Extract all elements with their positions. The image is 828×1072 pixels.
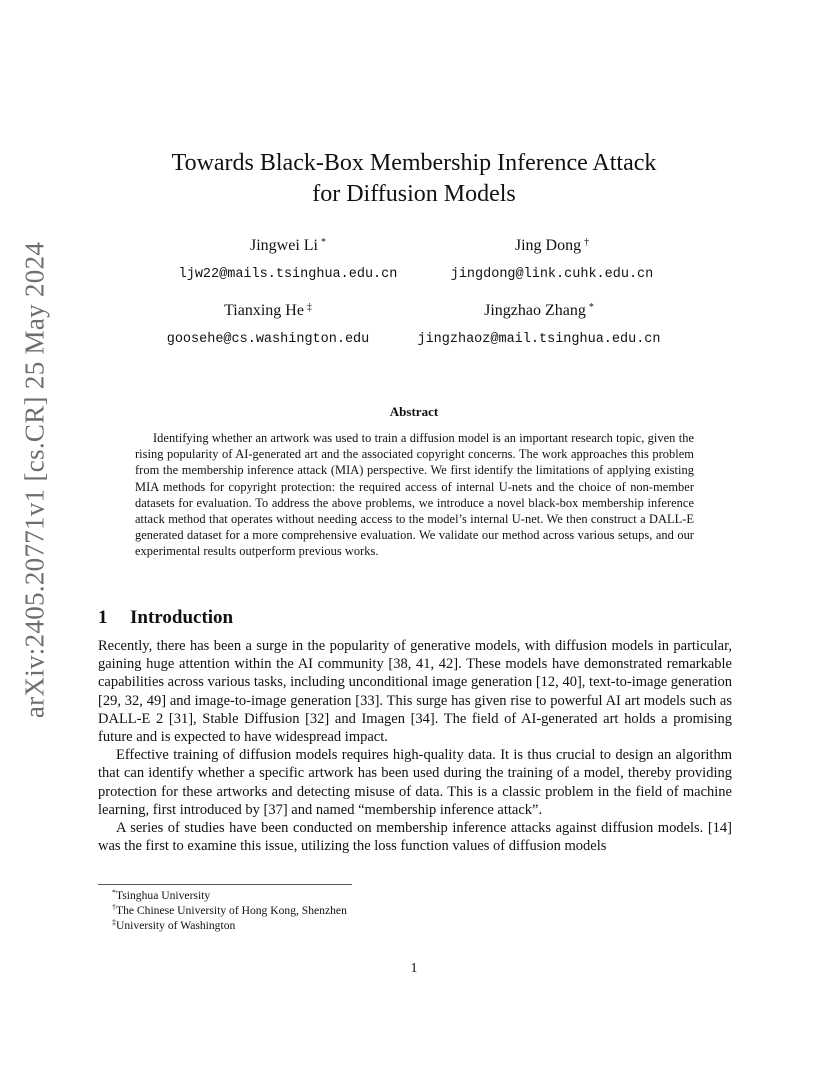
author-name: Jingzhao Zhang [484, 302, 586, 319]
section-heading [98, 607, 233, 629]
footnote [112, 888, 347, 903]
footnote-text: University of Washington [116, 919, 236, 932]
author-block [138, 236, 438, 284]
title-line-1: Towards Black-Box Membership Inference Attack [171, 150, 657, 176]
footnote-mark: † [112, 903, 116, 912]
affiliation-mark: * [321, 237, 326, 248]
page-number: 1 [410, 961, 418, 976]
footnote-text: Tsinghua University [116, 889, 211, 902]
author-name: Jing Dong [514, 237, 582, 254]
author-name-line [389, 301, 689, 321]
body-paragraph: Effective training of diffusion models requires high-quality data. It is thus crucial to design an algorithm that can identify whether a specific artwork has been used during the training of a model, thereby providing protection for these artworks and detecting misuse of data. This is a classic problem in the field of machine learning, first introduced by [37] and named “membership inference attack”. [98, 747, 732, 818]
body-paragraph: A series of studies have been conducted on membership inference attacks against diffusion models. [14] was the first to examine this issue, utilizing the loss function values of diffusion models [98, 820, 732, 855]
author-email: jingzhaoz@mail.tsinghua.edu.cn [417, 332, 661, 347]
author-email: ljw22@mails.tsinghua.edu.cn [178, 267, 398, 282]
author-name: Jingwei Li [250, 237, 318, 254]
body-paragraph: Recently, there has been a surge in the popularity of generative models, with diffusion models in particular, gaining huge attention within the AI community [38, 41, 42]. These models have demonstrated remarkable capabilities across various tasks, including unconditional image generation [12, 40], text-to-image generation [29, 32, 49] and image-to-image generation [33]. This surge has given rise to powerful AI art models such as DALL-E 2 [31], Stable Diffusion [32] and Imagen [34]. The field of AI-generated art holds a promising future and is expected to have widespread impact. [98, 638, 732, 746]
affiliation-mark: † [584, 237, 590, 248]
section-title: Introduction [130, 607, 234, 628]
footnote-rule [98, 884, 352, 885]
footnote [112, 903, 347, 918]
body-text [98, 637, 732, 855]
author-block [389, 301, 689, 349]
affiliation-mark: * [588, 302, 594, 313]
author-block [402, 236, 702, 284]
abstract-heading: Abstract [389, 404, 439, 419]
author-email: jingdong@link.cuhk.edu.cn [450, 267, 654, 282]
author-name-line [402, 236, 702, 256]
footnote [112, 918, 347, 933]
author-name-line [118, 301, 418, 321]
author-name-line [138, 236, 438, 256]
section-number: 1 [98, 607, 108, 628]
footnote-mark: ‡ [112, 918, 116, 927]
footnotes [112, 888, 347, 933]
author-name: Tianxing He [224, 302, 304, 319]
affiliation-mark: ‡ [306, 302, 312, 313]
footnote-text: The Chinese University of Hong Kong, Shenzhen [116, 904, 347, 917]
title-line-2: for Diffusion Models [312, 181, 516, 207]
arxiv-identifier: arXiv:2405.20771v1 [cs.CR] 25 May 2024 [19, 241, 50, 719]
paper-title [100, 148, 728, 210]
author-email: goosehe@cs.washington.edu [166, 332, 370, 347]
arxiv-sidebar-stamp [19, 241, 50, 719]
footnote-mark: * [112, 888, 116, 897]
author-block [118, 301, 418, 349]
abstract-text: Identifying whether an artwork was used to train a diffusion model is an important research topic, given the rising popularity of AI-generated art and the associated copyright concerns. The work approaches this problem from the membership inference attack (MIA) perspective. We first identify the limitations of applying existing MIA methods for copyright protection: the required access of internal U-nets and the choice of non-member datasets for evaluation. To address the above problems, we introduce a novel black-box membership inference attack method that operates without needing access to the model’s internal U-net. We then construct a DALL-E generated dataset for a more comprehensive evaluation. We validate our method across various setups, and our experimental results outperform previous works. [135, 431, 694, 559]
